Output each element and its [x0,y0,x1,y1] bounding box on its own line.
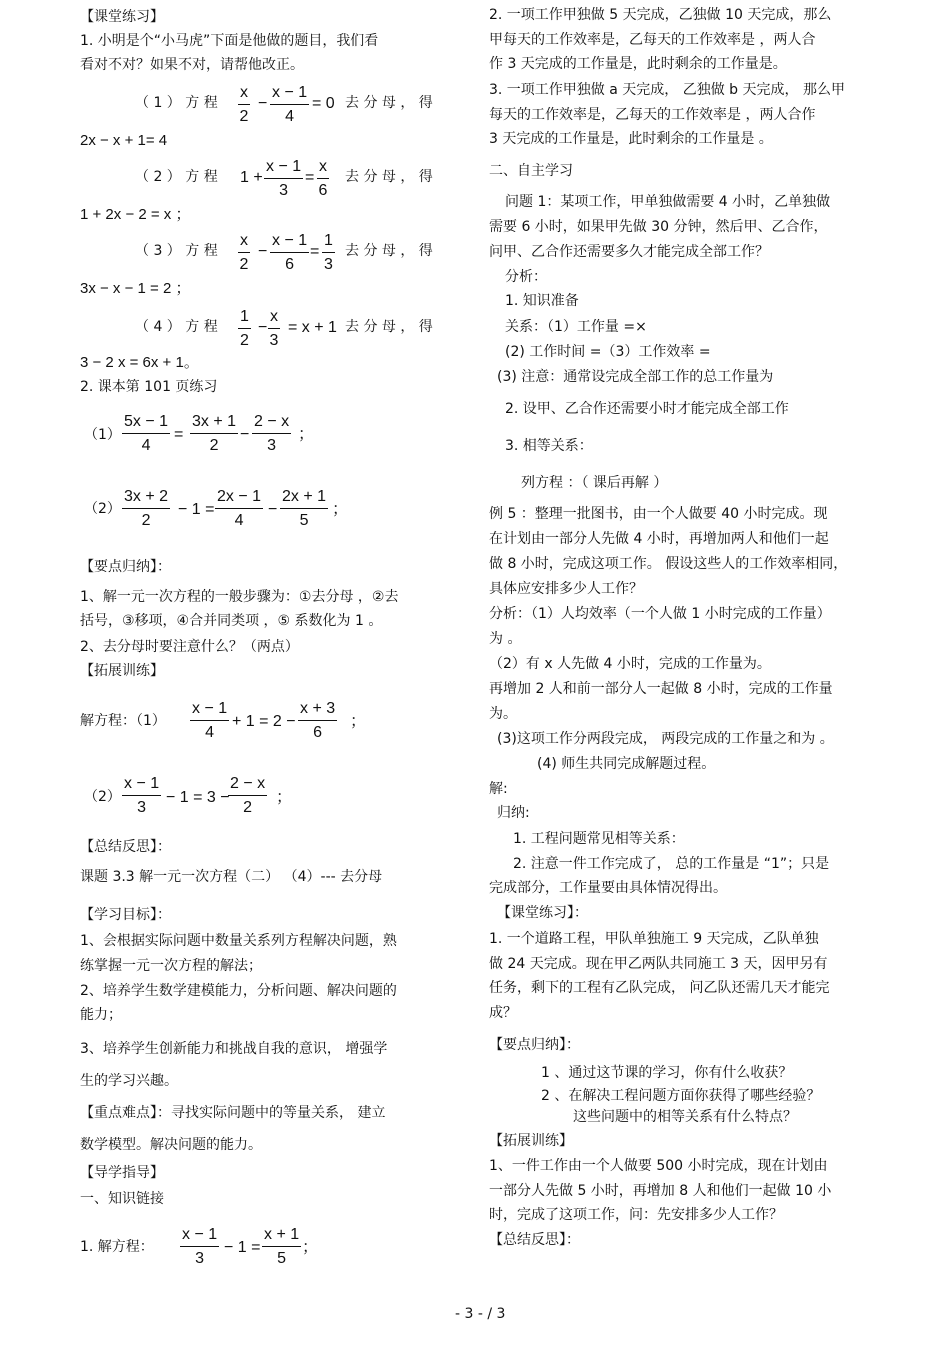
text-line: 2 、在解决工程问题方面你获得了哪些经验？ [541,1088,821,1104]
operator: − [258,319,268,336]
text-line: (2) 工作时间 =（3）工作效率 = [505,344,711,360]
text-line: 问甲、乙合作还需要多久才能完成全部工作？ [489,244,769,260]
operator: = [305,169,315,186]
text-line: （2）有 x 人先做 4 小时，完成的工作量为。 [489,656,771,672]
text-line: 问题 1：某项工作，甲单独做需要 4 小时，乙单独做 [505,194,831,210]
text-line: (3)这项工作分两段完成， 两段完成的工作量之和为 。 [497,731,834,747]
text-line: 1、会根据实际问题中数量关系列方程解决问题，熟 [80,933,397,949]
text-line: (3) 注意：通常设完成全部工作的总工作量为 [497,369,774,385]
operator: − [268,501,278,518]
text-line: 2、去分母时要注意什么？（两点） [80,639,299,655]
operator: ； [302,1239,319,1256]
text-line: 1、解一元一次方程的一般步骤为：①去分母 ，②去 [80,589,399,605]
operator: ； [350,713,367,730]
text-line: 时，完成了这项工作，问：先安排多少人工作？ [489,1207,783,1223]
text-line: 做 24 天完成。现在甲乙两队共同施工 3 天，因甲另有 [489,956,828,972]
operator: + 1 = 2 − [232,713,296,730]
text-line: 任务，剩下的工程有乙队完成， 问乙队还需几天才能完 [489,980,830,996]
text-line: 作 3 天完成的工作量是，此时剩余的工作量是。 [489,56,787,72]
q4-prefix: （ 4 ） 方 程 [135,319,218,335]
q2-suffix: 去 分 母 ， 得 [345,169,433,185]
text-line: 关系：（1）工作量 =× [505,319,647,335]
text-line: 列方程 ：（ 课后再解 ） [521,475,668,491]
text-line: 1. 一个道路工程，甲队单独施工 9 天完成，乙队单独 [489,931,819,947]
text-line: 【重点难点】：寻找实际问题中的等量关系， 建立 [80,1105,386,1121]
q2-prefix: （ 2 ） 方 程 [135,169,218,185]
text-line: 看对不对？如果不对，请帮他改正。 [80,57,304,73]
fraction: $\frac{2 - x}{3}$ [254,413,290,454]
heading-ketang-right: 【课堂练习】： [497,905,588,921]
text-line: 能力； [80,1007,122,1023]
fraction: $\frac{2 - x}{2}$ [230,775,266,816]
fraction: $\frac{5x - 1}{4}$ [124,413,169,454]
operator: − [258,243,268,260]
operator: − 1 = [178,501,215,518]
fraction: $\frac{2x + 1}{5}$ [282,488,327,529]
text-line: 分析：（1）人均效率（一个人做 1 小时完成的工作量） [489,606,831,622]
fraction: $\frac{x + 1}{5}$ [264,1226,300,1267]
fraction: $\frac{x - 1}{6}$ [272,232,308,273]
text-line: 1. 知识准备 [505,293,579,309]
operator: − [258,95,268,112]
heading-tuozhan-left: 【拓展训练】 [80,663,164,679]
fraction: $\frac{1}{3}$ [324,232,333,273]
text-line: 1、一件工作由一个人做要 500 小时完成，现在计划由 [489,1158,828,1174]
fraction: $\frac{x - 1}{3}$ [124,775,160,816]
fraction: $\frac{x - 1}{3}$ [266,158,302,199]
fraction: $\frac{2x - 1}{4}$ [217,488,262,529]
text-line: 2. 注意一件工作完成了， 总的工作量是 “1”；只是 [513,856,830,872]
text-line: 为。 [489,706,517,722]
operator: − [240,426,250,443]
text-line: 生的学习兴趣。 [80,1073,178,1089]
q4-result: 3 − 2 x = 6x + 1。 [80,354,199,371]
text-line: 解: [489,781,508,797]
q3-suffix: 去 分 母 ， 得 [345,243,433,259]
tz2-label: （2） [84,789,121,805]
fraction: $\frac{x}{6}$ [318,158,328,199]
fraction: $\frac{x - 1}{4}$ [192,700,228,741]
text-line: 1. 工程问题常见相等关系： [513,831,685,847]
text-line: 成？ [489,1005,517,1021]
q3-prefix: （ 3 ） 方 程 [135,243,218,259]
heading-yaodian-left: 【要点归纳】： [80,559,171,575]
heading-zongjie-left: 【总结反思】： [80,839,171,855]
q1-result: 2x − x + 1= 4 [80,132,168,149]
tz-label: 解方程：（1） [80,713,166,729]
q3-result: 3x − x − 1 = 2 ； [80,280,191,297]
text-line: 再增加 2 人和前一部分人一起做 8 小时，完成的工作量 [489,681,833,697]
operator: = 0 [312,95,335,112]
text-line: (4) 师生共同完成解题过程。 [537,756,716,772]
text-line: 3. 相等关系： [505,438,593,454]
jf-label: 1. 解方程： [80,1239,154,1255]
page-number: - 3 - / 3 [455,1306,506,1322]
operator: ； [276,789,293,806]
text-line: 归纳: [497,805,530,821]
q1-suffix: 去 分 母 ， 得 [345,95,433,111]
fraction: $\frac{1}{2}$ [240,308,249,349]
heading-tuozhan-right: 【拓展训练】 [489,1133,573,1149]
heading-zongjie-right: 【总结反思】： [489,1232,580,1248]
text-line: 2、培养学生数学建模能力，分析问题、解决问题的 [80,983,397,999]
text-line: 分析： [505,269,547,285]
operator: − 1 = 3 − [166,789,230,806]
text-line: 需要 6 小时，如果甲先做 30 分钟，然后甲、乙合作， [489,219,828,235]
text-line: 2. 课本第 101 页练习 [80,379,218,395]
operator: − 1 = [224,1239,261,1256]
text-line: 练掌握一元一次方程的解法； [80,958,262,974]
text-line: 做 8 小时，完成这项工作。 假设这些人的工作效率相同， [489,556,848,572]
heading-yaodian-right: 【要点归纳】： [489,1037,580,1053]
e2-label: （2） [84,501,121,517]
q1-prefix: （ 1 ） 方 程 [135,95,218,111]
section-zhishi: 一、知识链接 [80,1191,164,1207]
fraction: $\frac{x - 1}{4}$ [272,84,308,125]
text-line: 这些问题中的相等关系有什么特点？ [573,1109,797,1125]
text-line: 在计划由一部分人先做 4 小时，再增加两人和他们一起 [489,531,829,547]
text-line: 3、培养学生创新能力和挑战自我的意识， 增强学 [80,1041,388,1057]
text-line: 3. 一项工作甲独做 a 天完成， 乙独做 b 天完成， 那么甲 [489,82,845,98]
fraction: $\frac{x}{2}$ [239,84,249,125]
q2-result: 1 + 2x − 2 = x ； [80,206,191,223]
operator: = [310,243,320,260]
operator: 1 + [240,169,263,186]
heading-ketang-left: 【课堂练习】 [80,9,164,25]
text-line: 每天的工作效率是，乙每天的工作效率是 ，两人合作 [489,107,816,123]
text-line: 1. 小明是个“小马虎”下面是他做的题目，我们看 [80,33,379,49]
section-zizhu: 二、自主学习 [489,163,573,179]
operator: ； [332,501,349,518]
text-line: 2. 设甲、乙合作还需要小时才能完成全部工作 [505,401,789,417]
text-line: 括号，③移项，④合并同类项 ，⑤ 系数化为 1 。 [80,613,383,629]
text-line: 1 、通过这节课的学习，你有什么收获？ [541,1065,793,1081]
q4-suffix: 去 分 母 ， 得 [345,319,433,335]
fraction: $\frac{3x + 1}{2}$ [192,413,237,454]
text-line: 例 5 ：整理一批图书，由一个人做要 40 小时完成。现 [489,506,828,522]
heading-daoxue: 【导学指导】 [80,1165,164,1181]
fraction: $\frac{x - 1}{3}$ [182,1226,218,1267]
fraction: $\frac{x}{3}$ [269,308,279,349]
operator: = x + 1 [288,319,337,336]
text-line: 为 。 [489,631,522,647]
lesson-title: 课题 3.3 解一元一次方程（二） （4）--- 去分母 [80,869,383,885]
text-line: 完成部分，工作量要由具体情况得出。 [489,880,727,896]
text-line: 3 天完成的工作量是，此时剩余的工作量是 。 [489,131,773,147]
fraction: $\frac{x + 3}{6}$ [300,700,336,741]
fraction: $\frac{x}{2}$ [239,232,249,273]
text-line: 2. 一项工作甲独做 5 天完成，乙独做 10 天完成，那么 [489,7,832,23]
operator: ； [298,426,315,443]
fraction: $\frac{3x + 2}{2}$ [124,488,169,529]
text-line: 数学模型。解决问题的能力。 [80,1137,262,1153]
text-line: 一部分人先做 5 小时，再增加 8 人和他们一起做 10 小 [489,1183,832,1199]
text-line: 甲每天的工作效率是，乙每天的工作效率是 ，两人合 [489,32,816,48]
e1-label: （1） [84,427,121,443]
heading-mubiao: 【学习目标】： [80,907,171,923]
text-line: 具体应安排多少人工作？ [489,581,643,597]
operator: = [174,426,184,443]
